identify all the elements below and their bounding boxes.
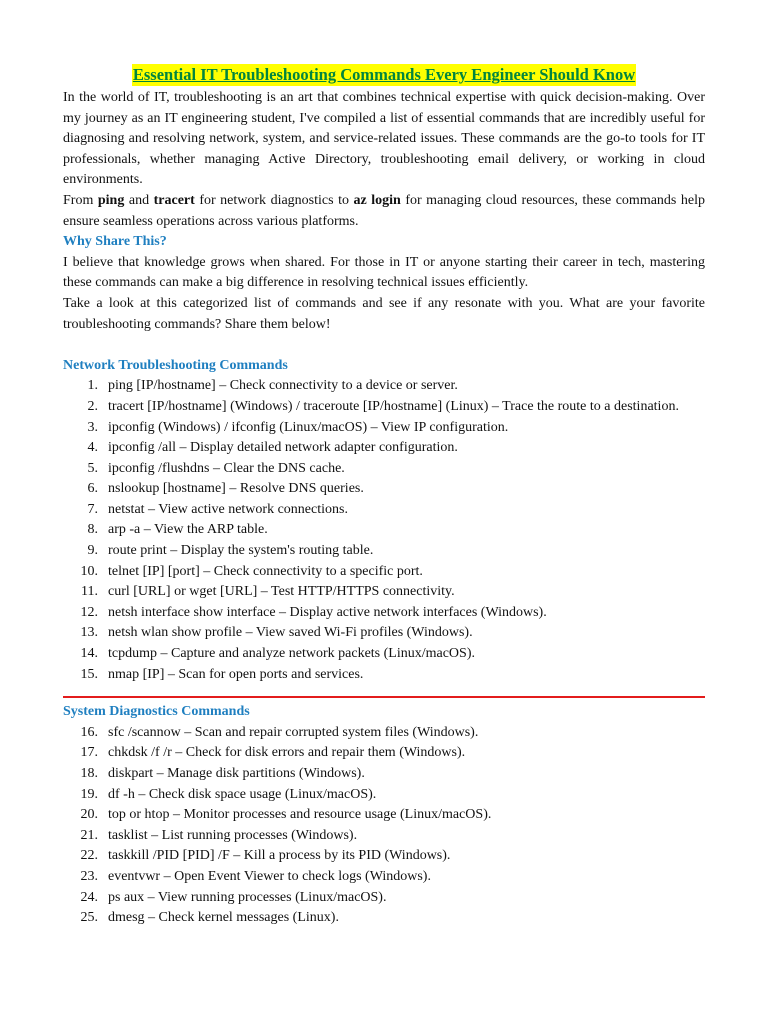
from-text-2: and [124, 192, 154, 208]
section-divider [63, 696, 705, 698]
list-item [63, 764, 705, 785]
list-item-number: 19. [80, 786, 98, 802]
list-item-number: 20. [80, 807, 98, 823]
list-item-text: taskkill /PID [PID] /F – Kill a process by its PID (Windows). [108, 848, 451, 864]
list-item-text: nslookup [hostname] – Resolve DNS queries. [108, 481, 364, 497]
list-item-text: ipconfig (Windows) / ifconfig (Linux/macOS) – View IP configuration. [108, 419, 509, 435]
list-item [63, 418, 705, 439]
list-item-text: df -h – Check disk space usage (Linux/macOS). [108, 786, 377, 802]
list-item-number: 10. [80, 563, 98, 579]
list-item-text: ipconfig /all – Display detailed network adapter configuration. [108, 440, 458, 456]
from-bold-tracert: tracert [153, 192, 195, 208]
list-item [63, 908, 705, 929]
list-item [63, 805, 705, 826]
list-item-number: 12. [80, 604, 98, 620]
list-item [63, 867, 705, 888]
list-item [63, 623, 705, 644]
list-item [63, 723, 705, 744]
document-body [63, 64, 705, 929]
list-item-number: 6. [87, 481, 98, 497]
from-bold-az-login: az login [353, 192, 401, 208]
list-item-number: 14. [80, 646, 98, 662]
list-item-number: 11. [81, 584, 98, 600]
title-block [63, 64, 705, 87]
list-item-text: ipconfig /flushdns – Clear the DNS cache. [108, 460, 345, 476]
list-item [63, 479, 705, 500]
list-item-number: 1. [87, 378, 98, 394]
list-item-number: 24. [80, 889, 98, 905]
list-item [63, 644, 705, 665]
why-share-heading: Why Share This? [63, 234, 167, 250]
list-item-number: 23. [80, 868, 98, 884]
system-command-list [63, 723, 705, 929]
list-item-number: 3. [87, 419, 98, 435]
from-text-4: for managing cloud resources, these commands help ensure seamless operations across various platforms. [63, 192, 705, 229]
list-item-text: eventvwr – Open Event Viewer to check logs (Windows). [108, 868, 431, 884]
list-item-number: 4. [87, 440, 98, 456]
list-item-text: top or htop – Monitor processes and resource usage (Linux/macOS). [108, 807, 492, 823]
list-item-text: chkdsk /f /r – Check for disk errors and repair them (Windows). [108, 745, 466, 761]
list-item-text: curl [URL] or wget [URL] – Test HTTP/HTTPS connectivity. [108, 584, 455, 600]
from-text-3: for network diagnostics to [194, 192, 354, 208]
list-item-text: diskpart – Manage disk partitions (Windows). [108, 766, 365, 781]
list-item-number: 13. [80, 625, 98, 641]
spacer [63, 335, 705, 356]
list-item-text: ping [IP/hostname] – Check connectivity to a device or server. [108, 378, 458, 394]
list-item-number: 15. [80, 666, 98, 682]
list-item-text: netsh interface show interface – Display active network interfaces (Windows). [108, 604, 547, 620]
from-paragraph [63, 191, 705, 232]
list-item [63, 582, 705, 603]
network-section-heading: Network Troubleshooting Commands [63, 357, 288, 373]
list-item [63, 785, 705, 806]
list-item-number: 21. [80, 827, 98, 843]
list-item [63, 500, 705, 521]
list-item-text: nmap [IP] – Scan for open ports and services. [108, 666, 364, 682]
list-item-number: 17. [80, 745, 98, 761]
list-item-text: telnet [IP] [port] – Check connectivity to a specific port. [108, 563, 423, 579]
list-item-text: tcpdump – Capture and analyze network packets (Linux/macOS). [108, 646, 475, 662]
list-item-text: route print – Display the system's routing table. [108, 543, 374, 559]
list-item [63, 888, 705, 909]
list-item [63, 665, 705, 686]
why-paragraph-1: I believe that knowledge grows when shared. For those in IT or anyone starting their career in tech, mastering these commands can make a big difference in resolving technical issues efficiently. [63, 254, 705, 291]
list-item [63, 397, 705, 418]
list-item [63, 376, 705, 397]
from-bold-ping: ping [97, 192, 125, 208]
system-section-heading: System Diagnostics Commands [63, 704, 250, 720]
list-item [63, 459, 705, 480]
list-item-text: tracert [IP/hostname] (Windows) / traceroute [IP/hostname] (Linux) – Trace the route to a destination. [108, 398, 679, 414]
list-item-text: dmesg – Check kernel messages (Linux). [108, 910, 339, 926]
list-item [63, 438, 705, 459]
list-item-text: ps aux – View running processes (Linux/macOS). [108, 889, 387, 905]
list-item-text: netsh wlan show profile – View saved Wi-Fi profiles (Windows). [108, 625, 473, 641]
list-item-number: 5. [87, 460, 98, 476]
why-paragraph-2: Take a look at this categorized list of commands and see if any resonate with you. What are your favorite troubleshooting commands? Share them below! [63, 295, 705, 332]
list-item [63, 541, 705, 562]
document-title: Essential IT Troubleshooting Commands Every Engineer Should Know [132, 65, 636, 84]
list-item-number: 2. [87, 398, 98, 414]
list-item-number: 25. [80, 910, 98, 926]
list-item [63, 562, 705, 583]
list-item [63, 826, 705, 847]
list-item [63, 520, 705, 541]
list-item-number: 7. [87, 501, 98, 517]
list-item [63, 603, 705, 624]
network-command-list [63, 376, 705, 685]
list-item-number: 9. [87, 543, 98, 559]
intro-paragraph: In the world of IT, troubleshooting is an art that combines technical expertise with quick decision-making. Over my journey as an IT engineering student, I've compiled a list of essential commands that are incredibly useful for diagnosing and resolving network, system, and service-related issues. These commands are the go-to tools for IT professionals, whether managing Active Directory, troubleshooting email delivery, or working in cloud environments. [63, 90, 705, 188]
list-item-text: arp -a – View the ARP table. [108, 522, 268, 538]
list-item-number: 22. [80, 848, 98, 864]
list-item-number: 18. [80, 766, 98, 781]
list-item-text: netstat – View active network connections. [108, 501, 348, 517]
list-item [63, 743, 705, 764]
list-item [63, 846, 705, 867]
from-text-1: From [63, 192, 98, 208]
list-item-text: sfc /scannow – Scan and repair corrupted system files (Windows). [108, 724, 479, 740]
list-item-text: tasklist – List running processes (Windows). [108, 827, 358, 843]
list-item-number: 16. [80, 724, 98, 740]
list-item-number: 8. [87, 522, 98, 538]
